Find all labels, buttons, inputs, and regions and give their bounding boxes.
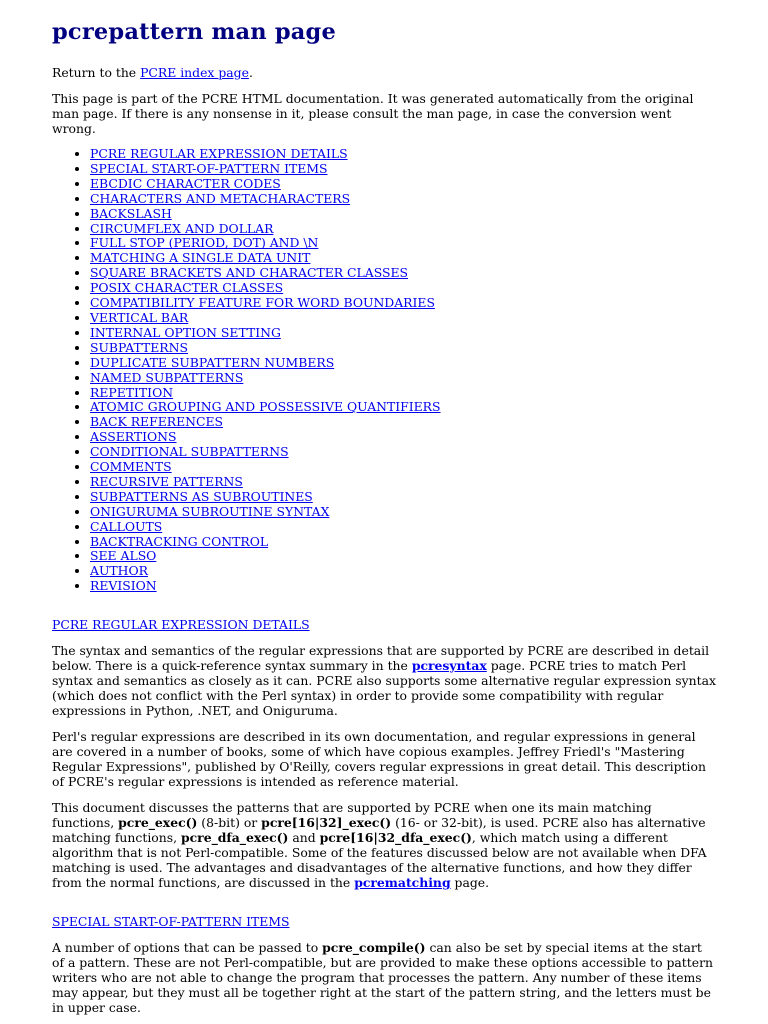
toc-item [90, 296, 716, 311]
toc-link[interactable]: INTERNAL OPTION SETTING [90, 324, 281, 340]
text: (8-bit) or [197, 815, 262, 831]
toc-item [90, 371, 716, 386]
toc-item [90, 341, 716, 356]
text: can also be set by special items at the start of a pattern. These are not Perl-compatible, but are provided to make these options accessible to pattern writers who are not able to change the program that processes the pattern. Any number of these items may appear, but they must all be together right at the start of the pattern string, and the letters must be in upper case. [52, 940, 713, 1016]
toc-item [90, 266, 716, 281]
function-name: pcre_compile() [322, 940, 426, 956]
toc-item [90, 356, 716, 371]
toc-item [90, 207, 716, 222]
text: This document discusses the patterns that are supported by PCRE when one its main matching functions, [52, 800, 652, 831]
text: page. PCRE tries to match Perl syntax and semantics as closely as it can. PCRE also supports some alternative regular expression syntax (which does not conflict with the Perl syntax) in order to provide some compatibility with regular expressions in Python, .NET, and Oniguruma. [52, 658, 716, 719]
page-title: pcrepattern man page [52, 19, 336, 45]
toc-item [90, 162, 716, 177]
toc-item [90, 415, 716, 430]
toc-item [90, 177, 716, 192]
toc-link[interactable]: SUBPATTERNS [90, 339, 188, 355]
toc-item [90, 236, 716, 251]
toc-link[interactable]: AUTHOR [90, 563, 148, 579]
toc-item [90, 326, 716, 341]
toc-link[interactable]: DUPLICATE SUBPATTERN NUMBERS [90, 354, 335, 370]
return-text: Return to the [52, 65, 141, 80]
toc-item [90, 386, 716, 401]
toc-link[interactable]: ATOMIC GROUPING AND POSSESSIVE QUANTIFIERS [90, 399, 441, 415]
section1-paragraph-1 [52, 643, 716, 718]
toc-item [90, 147, 716, 162]
text: and [288, 830, 320, 846]
text: A number of options that can be passed to [52, 940, 323, 956]
toc-item [90, 281, 716, 296]
toc-link[interactable]: EBCDIC CHARACTER CODES [90, 175, 281, 191]
toc-item [90, 192, 716, 207]
toc-link[interactable]: RECURSIVE PATTERNS [90, 473, 243, 489]
toc-link[interactable]: CALLOUTS [90, 518, 163, 534]
return-suffix: . [248, 65, 253, 80]
toc-link[interactable]: ONIGURUMA SUBROUTINE SYNTAX [90, 503, 330, 519]
toc-link[interactable]: SEE ALSO [90, 548, 157, 564]
toc-link[interactable]: POSIX CHARACTER CLASSES [90, 280, 284, 296]
toc-link[interactable]: BACKSLASH [90, 205, 172, 221]
toc-link[interactable]: REVISION [90, 578, 157, 594]
toc-item [90, 311, 716, 326]
toc-item [90, 475, 716, 490]
toc-link[interactable]: VERTICAL BAR [90, 309, 189, 325]
toc-link[interactable]: PCRE REGULAR EXPRESSION DETAILS [90, 146, 348, 161]
section-heading-regex-details[interactable]: PCRE REGULAR EXPRESSION DETAILS [52, 617, 310, 633]
toc-link[interactable]: CONDITIONAL SUBPATTERNS [90, 444, 289, 460]
table-of-contents [52, 147, 716, 594]
text: The syntax and semantics of the regular expressions that are supported by PCRE are described in detail below. There is a quick-reference syntax summary in the [52, 643, 710, 674]
text: , which match using a different algorithm that is not Perl-compatible. Some of the features discussed below are not available when DFA matching is used. The advantages and disadvantages of the alternative functions, and how they differ from the normal functions, are discussed in the [52, 830, 707, 891]
toc-link[interactable]: CIRCUMFLEX AND DOLLAR [90, 220, 274, 236]
pcrematching-link[interactable]: pcrematching [354, 875, 451, 891]
toc-item [90, 490, 716, 505]
about-paragraph: This page is part of the PCRE HTML documentation. It was generated automatically from the original man page. If there is any nonsense in it, please consult the man page, in case the conversion went wrong. [52, 91, 694, 136]
toc-item [90, 251, 716, 266]
toc-item [90, 222, 716, 237]
toc-link[interactable]: FULL STOP (PERIOD, DOT) AND \N [90, 235, 319, 251]
toc-item [90, 520, 716, 535]
toc-link[interactable]: ASSERTIONS [90, 429, 177, 445]
pcresyntax-link[interactable]: pcresyntax [411, 658, 487, 674]
toc-link[interactable]: CHARACTERS AND METACHARACTERS [90, 190, 351, 206]
toc-item [90, 400, 716, 415]
toc-link[interactable]: BACKTRACKING CONTROL [90, 533, 269, 549]
toc-link[interactable]: COMPATIBILITY FEATURE FOR WORD BOUNDARIES [90, 295, 435, 311]
toc-link[interactable]: COMMENTS [90, 459, 172, 475]
toc-link[interactable]: SUBPATTERNS AS SUBROUTINES [90, 488, 313, 504]
toc-link[interactable]: BACK REFERENCES [90, 414, 223, 430]
section1-paragraph-2: Perl's regular expressions are described in its own documentation, and regular expressions in general are covered in a number of books, some of which have copious examples. Jeffrey Friedl's "Mastering Regular Expressions", published by O'Reilly, covers regular expressions in great detail. This description of PCRE's regular expressions is intended as reference material. [52, 729, 706, 790]
function-name: pcre_exec() [118, 815, 198, 831]
toc-item [90, 505, 716, 520]
toc-item [90, 430, 716, 445]
toc-link[interactable]: NAMED SUBPATTERNS [90, 369, 244, 385]
toc-link[interactable]: REPETITION [90, 384, 174, 400]
text: page. [450, 875, 490, 891]
toc-link[interactable]: SPECIAL START-OF-PATTERN ITEMS [90, 160, 328, 176]
function-name: pcre[16|32]_exec() [261, 815, 392, 831]
pcre-index-link[interactable]: PCRE index page [140, 65, 249, 80]
toc-item [90, 535, 716, 550]
toc-item [90, 460, 716, 475]
toc-item [90, 564, 716, 579]
toc-item [90, 579, 716, 594]
toc-link[interactable]: MATCHING A SINGLE DATA UNIT [90, 250, 311, 266]
section-heading-start-of-pattern[interactable]: SPECIAL START-OF-PATTERN ITEMS [52, 914, 290, 930]
return-paragraph [52, 65, 716, 80]
toc-item [90, 445, 716, 460]
function-name: pcre[16|32_dfa_exec() [319, 830, 472, 846]
toc-item [90, 549, 716, 564]
toc-link[interactable]: SQUARE BRACKETS AND CHARACTER CLASSES [90, 265, 409, 281]
section1-paragraph-3 [52, 800, 716, 890]
section2-paragraph-1 [52, 940, 716, 1015]
text: (16- or 32-bit), is used. PCRE also has alternative matching functions, [52, 815, 706, 846]
function-name: pcre_dfa_exec() [180, 830, 289, 846]
